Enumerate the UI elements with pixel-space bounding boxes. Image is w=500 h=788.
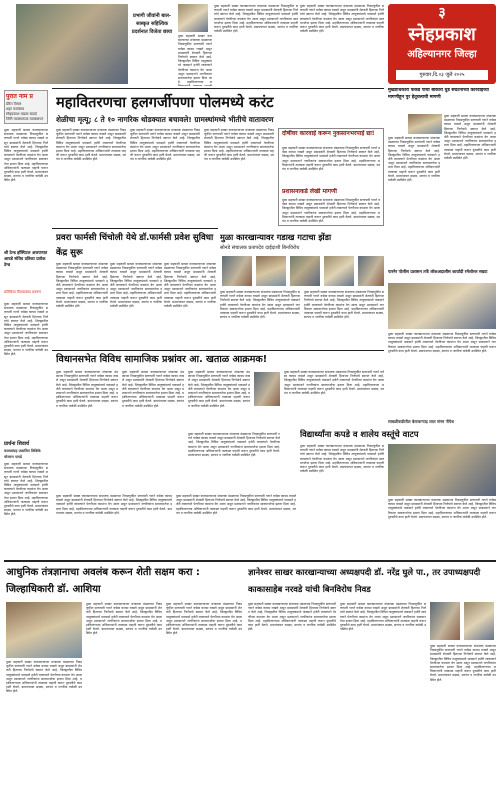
- pharmacy-headline: प्रवरा फार्मसी चिंचोली येथे डॉ.फार्मसी प्रवेश सुविधा केंद्र सुरू: [56, 233, 214, 258]
- top-photo-caption: प्रभागी जीवांनी बाल-सास्कृत सहित्यिक प्रदर्शनात विजेता छाया: [131, 13, 173, 35]
- ear-panel-headline: पुरात नाम प्र: [6, 93, 33, 100]
- pharmacy-text: मुळा सहकारी साखर कारखान्याच्या संचालक मंडळाच्या निवडणुकीत सत्ताधारी गटाने वर्चस्व कायम राखले असून ग्रामस्थांनी शेतकरी हिताच्या निर्णयांचे स्वागत केले आहे. जिल्ह्यातील विविध तालुक्यांमध्ये पावसाने हजेरी लावल्याने पेरणीच्या कामांना वेग आला असून प्रशासनाने नागरिकांना सावधानतेचा इशारा दिला आहे. महावितरणच्या अधिकाऱ्यांनी तात्काळ पाहणी करून दुरुस्तीचे काम हाती घेतले. ग्रामपंचायत सदस्य, सरपंच व नागरिक यावेळी उपस्थित होते.: [56, 262, 108, 309]
- masthead-date: गुरुवार,दि.०३ जुलै २०२५: [396, 70, 488, 80]
- ear-line-3: स्नेहप्रकाश वाढवा सदाडे: [6, 112, 37, 116]
- bottom-right-text: मुळा सहकारी साखर कारखान्याच्या संचालक मंडळाच्या निवडणुकीत सत्ताधारी गटाने वर्चस्व कायम राखले असून ग्रामस्थांनी शेतकरी हिताच्या निर्णयांचे स्वागत केले आहे. जिल्ह्यातील विविध तालुक्यांमध्ये पावसाने हजेरी लावल्याने पेरणीच्या कामांना वेग आला असून प्रशासनाने नागरिकांना सावधानतेचा इशारा दिला आहे. महावितरणच्या अधिकाऱ्यांनी तात्काळ पाहणी करून दुरुस्तीचे काम हाती घेतले. ग्रामपंचायत सदस्य, सरपंच व नागरिक यावेळी उपस्थित होते.: [430, 644, 496, 682]
- lok-adalat-photo: [388, 283, 496, 329]
- assembly-text: मुळा सहकारी साखर कारखान्याच्या संचालक मंडळाच्या निवडणुकीत सत्ताधारी गटाने वर्चस्व कायम राखले असून ग्रामस्थांनी शेतकरी हिताच्या निर्णयांचे स्वागत केले आहे. जिल्ह्यातील विविध तालुक्यांमध्ये पावसाने हजेरी लावल्याने पेरणीच्या कामांना वेग आला असून प्रशासनाने नागरिकांना सावधानतेचा इशारा दिला आहे. महावितरणच्या अधिकाऱ्यांनी तात्काळ पाहणी करून दुरुस्तीचे काम हाती घेतले. ग्रामपंचायत सदस्य, सरपंच व नागरिक यावेळी उपस्थित होते.: [284, 370, 384, 396]
- school-text: मुळा सहकारी साखर कारखान्याच्या संचालक मंडळाच्या निवडणुकीत सत्ताधारी गटाने वर्चस्व कायम राखले असून ग्रामस्थांनी शेतकरी हिताच्या निर्णयांचे स्वागत केले आहे. जिल्ह्यातील विविध तालुक्यांमध्ये पावसाने हजेरी लावल्याने पेरणीच्या कामांना वेग आला असून प्रशासनाने नागरिकांना सावधानतेचा इशारा दिला आहे. महावितरणच्या अधिकाऱ्यांनी तात्काळ पाहणी करून दुरुस्तीचे काम हाती घेतले. ग्रामपंचायत सदस्य, सरपंच व नागरिक यावेळी उपस्थित होते.: [300, 444, 384, 474]
- bottom-left-photo: [6, 602, 82, 658]
- obituary-title: श्री ठेन्ड हॉस्पिटल अजयणात आवडे संधिव प्रतिका प्रत्येक ठेन्ड: [4, 250, 48, 267]
- pharmacy-text: मुळा सहकारी साखर कारखान्याच्या संचालक मंडळाच्या निवडणुकीत सत्ताधारी गटाने वर्चस्व कायम राखले असून ग्रामस्थांनी शेतकरी हिताच्या निर्णयांचे स्वागत केले आहे. जिल्ह्यातील विविध तालुक्यांमध्ये पावसाने हजेरी लावल्याने पेरणीच्या कामांना वेग आला असून प्रशासनाने नागरिकांना सावधानतेचा इशारा दिला आहे. महावितरणच्या अधिकाऱ्यांनी तात्काळ पाहणी करून दुरुस्तीचे काम हाती घेतले. ग्रामपंचायत सदस्य, सरपंच व नागरिक यावेळी उपस्थित होते.: [164, 262, 216, 309]
- main-story-text: मुळा सहकारी साखर कारखान्याच्या संचालक मंडळाच्या निवडणुकीत सत्ताधारी गटाने वर्चस्व कायम राखले असून ग्रामस्थांनी शेतकरी हिताच्या निर्णयांचे स्वागत केले आहे. जिल्ह्यातील विविध तालुक्यांमध्ये पावसाने हजेरी लावल्याने पेरणीच्या कामांना वेग आला असून प्रशासनाने नागरिकांना सावधानतेचा इशारा दिला आहे. महावितरणच्या अधिकाऱ्यांनी तात्काळ पाहणी करून दुरुस्तीचे काम हाती घेतले. ग्रामपंचायत सदस्य, सरपंच व नागरिक यावेळी उपस्थित होते.: [56, 128, 126, 162]
- lok-adalat-text: मुळा सहकारी साखर कारखान्याच्या संचालक मंडळाच्या निवडणुकीत सत्ताधारी गटाने वर्चस्व कायम राखले असून ग्रामस्थांनी शेतकरी हिताच्या निर्णयांचे स्वागत केले आहे. जिल्ह्यातील विविध तालुक्यांमध्ये पावसाने हजेरी लावल्याने पेरणीच्या कामांना वेग आला असून प्रशासनाने नागरिकांना सावधानतेचा इशारा दिला आहे. महावितरणच्या अधिकाऱ्यांनी तात्काळ पाहणी करून दुरुस्तीचे काम हाती घेतले. ग्रामपंचायत सदस्य, सरपंच व नागरिक यावेळी उपस्थित होते.: [388, 332, 496, 353]
- ear-line-1: प्रेरित विचार: [6, 102, 22, 106]
- mula-portrait: [222, 256, 252, 286]
- mula-text: मुळा सहकारी साखर कारखान्याच्या संचालक मंडळाच्या निवडणुकीत सत्ताधारी गटाने वर्चस्व कायम राखले असून ग्रामस्थांनी शेतकरी हिताच्या निर्णयांचे स्वागत केले आहे. जिल्ह्यातील विविध तालुक्यांमध्ये पावसाने हजेरी लावल्याने पेरणीच्या कामांना वेग आला असून प्रशासनाने नागरिकांना सावधानतेचा इशारा दिला आहे. महावितरणच्या अधिकाऱ्यांनी तात्काळ पाहणी करून दुरुस्तीचे काम हाती घेतले. ग्रामपंचायत सदस्य, सरपंच व नागरिक यावेळी उपस्थित होते.: [220, 290, 300, 320]
- misc-text: मुळा सहकारी साखर कारखान्याच्या संचालक मंडळाच्या निवडणुकीत सत्ताधारी गटाने वर्चस्व कायम राखले असून ग्रामस्थांनी शेतकरी हिताच्या निर्णयांचे स्वागत केले आहे. जिल्ह्यातील विविध तालुक्यांमध्ये पावसाने हजेरी लावल्याने पेरणीच्या कामांना वेग आला असून प्रशासनाने नागरिकांना सावधानतेचा इशारा दिला आहे. महावितरणच्या अधिकाऱ्यांनी तात्काळ पाहणी करून दुरुस्तीचे काम हाती घेतले. ग्रामपंचायत सदस्य, सरपंच व नागरिक यावेळी उपस्थित होते.: [176, 494, 296, 515]
- left-col-text: मुळा सहकारी साखर कारखान्याच्या संचालक मंडळाच्या निवडणुकीत सत्ताधारी गटाने वर्चस्व कायम राखले असून ग्रामस्थांनी शेतकरी हिताच्या निर्णयांचे स्वागत केले आहे. जिल्ह्यातील विविध तालुक्यांमध्ये पावसाने हजेरी लावल्याने पेरणीच्या कामांना वेग आला असून प्रशासनाने नागरिकांना सावधानतेचा इशारा दिला आहे. महावितरणच्या अधिकाऱ्यांनी तात्काळ पाहणी करून दुरुस्तीचे काम हाती घेतले. ग्रामपंचायत सदस्य, सरपंच व नागरिक यावेळी उपस्थित होते.: [4, 302, 48, 357]
- bottom-right-text: मुळा सहकारी साखर कारखान्याच्या संचालक मंडळाच्या निवडणुकीत सत्ताधारी गटाने वर्चस्व कायम राखले असून ग्रामस्थांनी शेतकरी हिताच्या निर्णयांचे स्वागत केले आहे. जिल्ह्यातील विविध तालुक्यांमध्ये पावसाने हजेरी लावल्याने पेरणीच्या कामांना वेग आला असून प्रशासनाने नागरिकांना सावधानतेचा इशारा दिला आहे. महावितरणच्या अधिकाऱ्यांनी तात्काळ पाहणी करून दुरुस्तीचे काम हाती घेतले. ग्रामपंचायत सदस्य, सरपंच व नागरिक यावेळी उपस्थित होते.: [248, 602, 336, 632]
- masthead-edition: अहिल्यानगर जिल्हा: [407, 49, 477, 60]
- school-text: मुळा सहकारी साखर कारखान्याच्या संचालक मंडळाच्या निवडणुकीत सत्ताधारी गटाने वर्चस्व कायम राखले असून ग्रामस्थांनी शेतकरी हिताच्या निर्णयांचे स्वागत केले आहे. जिल्ह्यातील विविध तालुक्यांमध्ये पावसाने हजेरी लावल्याने पेरणीच्या कामांना वेग आला असून प्रशासनाने नागरिकांना सावधानतेचा इशारा दिला आहे. महावितरणच्या अधिकाऱ्यांनी तात्काळ पाहणी करून दुरुस्तीचे काम हाती घेतले. ग्रामपंचायत सदस्य, सरपंच व नागरिक यावेळी उपस्थित होते.: [388, 498, 496, 519]
- divider: [52, 350, 384, 351]
- assembly-headline: विधानसभेत विविध सामाजिक प्रश्नांवर आ. खताळ आक्रमक!: [56, 354, 268, 365]
- left-col-text: मुळा सहकारी साखर कारखान्याच्या संचालक मंडळाच्या निवडणुकीत सत्ताधारी गटाने वर्चस्व कायम राखले असून ग्रामस्थांनी शेतकरी हिताच्या निर्णयांचे स्वागत केले आहे. जिल्ह्यातील विविध तालुक्यांमध्ये पावसाने हजेरी लावल्याने पेरणीच्या कामांना वेग आला असून प्रशासनाने नागरिकांना सावधानतेचा इशारा दिला आहे. महावितरणच्या अधिकाऱ्यांनी तात्काळ पाहणी करून दुरुस्तीचे काम हाती घेतले. ग्रामपंचायत सदस्य, सरपंच व नागरिक यावेळी उपस्थित होते.: [4, 128, 48, 183]
- pharmacy-text: मुळा सहकारी साखर कारखान्याच्या संचालक मंडळाच्या निवडणुकीत सत्ताधारी गटाने वर्चस्व कायम राखले असून ग्रामस्थांनी शेतकरी हिताच्या निर्णयांचे स्वागत केले आहे. जिल्ह्यातील विविध तालुक्यांमध्ये पावसाने हजेरी लावल्याने पेरणीच्या कामांना वेग आला असून प्रशासनाने नागरिकांना सावधानतेचा इशारा दिला आहे. महावितरणच्या अधिकाऱ्यांनी तात्काळ पाहणी करून दुरुस्तीचे काम हाती घेतले. ग्रामपंचायत सदस्य, सरपंच व नागरिक यावेळी उपस्थित होते.: [110, 262, 162, 309]
- top-photo: [16, 4, 128, 84]
- bottom-left-text: मुळा सहकारी साखर कारखान्याच्या संचालक मंडळाच्या निवडणुकीत सत्ताधारी गटाने वर्चस्व कायम राखले असून ग्रामस्थांनी शेतकरी हिताच्या निर्णयांचे स्वागत केले आहे. जिल्ह्यातील विविध तालुक्यांमध्ये पावसाने हजेरी लावल्याने पेरणीच्या कामांना वेग आला असून प्रशासनाने नागरिकांना सावधानतेचा इशारा दिला आहे. महावितरणच्या अधिकाऱ्यांनी तात्काळ पाहणी करून दुरुस्तीचे काम हाती घेतले. ग्रामपंचायत सदस्य, सरपंच व नागरिक यावेळी उपस्थित होते.: [86, 602, 162, 636]
- right-col-text: मुळा सहकारी साखर कारखान्याच्या संचालक मंडळाच्या निवडणुकीत सत्ताधारी गटाने वर्चस्व कायम राखले असून ग्रामस्थांनी शेतकरी हिताच्या निर्णयांचे स्वागत केले आहे. जिल्ह्यातील विविध तालुक्यांमध्ये पावसाने हजेरी लावल्याने पेरणीच्या कामांना वेग आला असून प्रशासनाने नागरिकांना सावधानतेचा इशारा दिला आहे. महावितरणच्या अधिकाऱ्यांनी तात्काळ पाहणी करून दुरुस्तीचे काम हाती घेतले. ग्रामपंचायत सदस्य, सरपंच व नागरिक यावेळी उपस्थित होते.: [388, 136, 440, 183]
- school-kicker: साबळीवाडीतील बेल्टकन्याद्र लाल संगम नीयेश: [388, 419, 455, 424]
- notice-title: प्रार्थना शिवार्थ: [4, 441, 30, 447]
- top-photo-2: [178, 4, 208, 32]
- right-lead-headline: मुख्याधिकारी फकडे पांचा बीकारी धुर्ड संघटनांच्या कारवाईच्या मागणीहून पुर हेतूचलाची मागणी: [388, 88, 489, 100]
- page-number: ३: [438, 5, 446, 21]
- mula-portrait: [358, 256, 384, 286]
- main-deck: शेळीचा मृत्यू; ८ ते १० नागरिक थोडक्यात बचावले! ग्रामस्थांमध्ये भीतीचे वातावरण: [56, 115, 274, 124]
- misc-text: मुळा सहकारी साखर कारखान्याच्या संचालक मंडळाच्या निवडणुकीत सत्ताधारी गटाने वर्चस्व कायम राखले असून ग्रामस्थांनी शेतकरी हिताच्या निर्णयांचे स्वागत केले आहे. जिल्ह्यातील विविध तालुक्यांमध्ये पावसाने हजेरी लावल्याने पेरणीच्या कामांना वेग आला असून प्रशासनाने नागरिकांना सावधानतेचा इशारा दिला आहे. महावितरणच्या अधिकाऱ्यांनी तात्काळ पाहणी करून दुरुस्तीचे काम हाती घेतले. ग्रामपंचायत सदस्य, सरपंच व नागरिक यावेळी उपस्थित होते.: [56, 494, 172, 515]
- top-article-text: मुळा सहकारी साखर कारखान्याच्या संचालक मंडळाच्या निवडणुकीत सत्ताधारी गटाने वर्चस्व कायम राखले असून ग्रामस्थांनी शेतकरी हिताच्या निर्णयांचे स्वागत केले आहे. जिल्ह्यातील विविध तालुक्यांमध्ये पावसाने हजेरी लावल्याने पेरणीच्या कामांना वेग आला असून प्रशासनाने नागरिकांना सावधानतेचा इशारा दिला आहे. महावितरणच्या अधिकाऱ्यांनी तात्काळ पाहणी करून दुरुस्तीचे काम हाती घेतले. ग्रामपंचायत सदस्य, सरपंच व नागरिक यावेळी उपस्थित होते.: [300, 4, 384, 34]
- mula-headline: मुळा कारखान्यावर गडाख गटाचा झेंडा: [220, 232, 332, 242]
- main-box-text: मुळा सहकारी साखर कारखान्याच्या संचालक मंडळाच्या निवडणुकीत सत्ताधारी गटाने वर्चस्व कायम राखले असून ग्रामस्थांनी शेतकरी हिताच्या निर्णयांचे स्वागत केले आहे. जिल्ह्यातील विविध तालुक्यांमध्ये पावसाने हजेरी लावल्याने पेरणीच्या कामांना वेग आला असून प्रशासनाने नागरिकांना सावधानतेचा इशारा दिला आहे. महावितरणच्या अधिकाऱ्यांनी तात्काळ पाहणी करून दुरुस्तीचे काम हाती घेतले. ग्रामपंचायत सदस्य, सरपंच व नागरिक यावेळी उपस्थित होते.: [282, 146, 380, 172]
- top-article-text: मुळा सहकारी साखर कारखान्याच्या संचालक मंडळाच्या निवडणुकीत सत्ताधारी गटाने वर्चस्व कायम राखले असून ग्रामस्थांनी शेतकरी हिताच्या निर्णयांचे स्वागत केले आहे. जिल्ह्यातील विविध तालुक्यांमध्ये पावसाने हजेरी लावल्याने पेरणीच्या कामांना वेग आला असून प्रशासनाने नागरिकांना सावधानतेचा इशारा दिला आहे. महावितरणच्या अ: [178, 34, 212, 85]
- bottom-left-text: मुळा सहकारी साखर कारखान्याच्या संचालक मंडळाच्या निवडणुकीत सत्ताधारी गटाने वर्चस्व कायम राखले असून ग्रामस्थांनी शेतकरी हिताच्या निर्णयांचे स्वागत केले आहे. जिल्ह्यातील विविध तालुक्यांमध्ये पावसाने हजेरी लावल्याने पेरणीच्या कामांना वेग आला असून प्रशासनाने नागरिकांना सावधानतेचा इशारा दिला आहे. महावितरणच्या अधिकाऱ्यांनी तात्काळ पाहणी करून दुरुस्तीचे काम हाती घेतले. ग्रामपंचायत सदस्य, सरपंच व नागरिक यावेळी उपस्थित होते.: [6, 660, 82, 694]
- bottom-right-portrait: [430, 602, 460, 640]
- main-headline: महावितरणचा हलगर्जीपणा पोलमध्ये करंट: [56, 94, 274, 111]
- assembly-text: मुळा सहकारी साखर कारखान्याच्या संचालक मंडळाच्या निवडणुकीत सत्ताधारी गटाने वर्चस्व कायम राखले असून ग्रामस्थांनी शेतकरी हिताच्या निर्णयांचे स्वागत केले आहे. जिल्ह्यातील विविध तालुक्यांमध्ये पावसाने हजेरी लावल्याने पेरणीच्या कामांना वेग आला असून प्रशासनाने नागरिकांना सावधानतेचा इशारा दिला आहे. महावितरणच्या अधिकाऱ्यांनी तात्काळ पाहणी करून दुरुस्तीचे काम हाती घेतले. ग्रामपंचायत सदस्य, सरपंच व नागरिक यावेळी उपस्थित होते.: [188, 370, 250, 408]
- assembly-text: मुळा सहकारी साखर कारखान्याच्या संचालक मंडळाच्या निवडणुकीत सत्ताधारी गटाने वर्चस्व कायम राखले असून ग्रामस्थांनी शेतकरी हिताच्या निर्णयांचे स्वागत केले आहे. जिल्ह्यातील विविध तालुक्यांमध्ये पावसाने हजेरी लावल्याने पेरणीच्या कामांना वेग आला असून प्रशासनाने नागरिकांना सावधानतेचा इशारा दिला आहे. महावितरणच्या अधिकाऱ्यांनी तात्काळ पाहणी करून दुरुस्तीचे काम हाती घेतले. ग्रामपंचायत सदस्य, सरपंच व नागरिक यावेळी उपस्थित होते.: [56, 370, 118, 408]
- obituary-subtitle: प्रतिक्रिया विवादास्पद प्रकरण: [4, 290, 41, 294]
- divider: [52, 228, 218, 229]
- masthead-title: स्नेहप्रकाश: [408, 24, 476, 45]
- bottom-right-headline: ज्ञानेश्वर साखर कारखान्याच्या अध्यक्षपदी डॉ. नरेंद्र घुले पा., तर उपाध्यक्षपदी काकासाहेब नरवडे यांची बिनविरोध निवड: [248, 567, 481, 594]
- bottom-left-headline: आधुनिक तंत्रज्ञानाचा अवलंब करून शेती सक्षम करा : जिल्हाधिकारी डॉ. आशिया: [6, 567, 200, 595]
- mula-deck: सोनडे संचालक प्रतापदेव दाईदाशी बिनविरोध: [220, 245, 300, 251]
- right-col-text: मुळा सहकारी साखर कारखान्याच्या संचालक मंडळाच्या निवडणुकीत सत्ताधारी गटाने वर्चस्व कायम राखले असून ग्रामस्थांनी शेतकरी हिताच्या निर्णयांचे स्वागत केले आहे. जिल्ह्यातील विविध तालुक्यांमध्ये पावसाने हजेरी लावल्याने पेरणीच्या कामांना वेग आला असून प्रशासनाने नागरिकांना सावधानतेचा इशारा दिला आहे. महावितरणच्या अधिकाऱ्यांनी तात्काळ पाहणी करून दुरुस्तीचे काम हाती घेतले. ग्रामपंचायत सदस्य, सरपंच व नागरिक यावेळी उपस्थित होते.: [444, 114, 496, 161]
- divider: [52, 88, 384, 89]
- bottom-left-text: मुळा सहकारी साखर कारखान्याच्या संचालक मंडळाच्या निवडणुकीत सत्ताधारी गटाने वर्चस्व कायम राखले असून ग्रामस्थांनी शेतकरी हिताच्या निर्णयांचे स्वागत केले आहे. जिल्ह्यातील विविध तालुक्यांमध्ये पावसाने हजेरी लावल्याने पेरणीच्या कामांना वेग आला असून प्रशासनाने नागरिकांना सावधानतेचा इशारा दिला आहे. महावितरणच्या अधिकाऱ्यांनी तात्काळ पाहणी करून दुरुस्तीचे काम हाती घेतले. ग्रामपंचायत सदस्य, सरपंच व नागरिक यावेळी उपस्थित होते.: [166, 602, 242, 636]
- mula-portrait: [256, 256, 286, 286]
- mula-portrait: [324, 256, 354, 286]
- school-headline: विद्यार्थ्यांना कपडे व शालेय वस्तूंचे वाटप: [300, 426, 496, 442]
- lok-adalat-headline: पारनेर पोलीस प्रशासन तर्फे लोकअदालीस कार्यादी रमेशोत्तर सम्राट: [388, 269, 488, 274]
- assembly-portrait: [254, 372, 280, 406]
- main-box2-title: प्रशासनाकडे लेखी मागणी: [282, 188, 337, 195]
- assembly-text: मुळा सहकारी साखर कारखान्याच्या संचालक मंडळाच्या निवडणुकीत सत्ताधारी गटाने वर्चस्व कायम राखले असून ग्रामस्थांनी शेतकरी हिताच्या निर्णयांचे स्वागत केले आहे. जिल्ह्यातील विविध तालुक्यांमध्ये पावसाने हजेरी लावल्याने पेरणीच्या कामांना वेग आला असून प्रशासनाने नागरिकांना सावधानतेचा इशारा दिला आहे. महावितरणच्या अधिकाऱ्यांनी तात्काळ पाहणी करून दुरुस्तीचे काम हाती घेतले. ग्रामपंचायत सदस्य, सरपंच व नागरिक यावेळी उपस्थित होते.: [188, 432, 280, 458]
- notice-subtitle: काव्यसंग्रह प्रकाशित शिक्षिके चोसरण पायडे: [4, 449, 41, 459]
- assembly-text: मुळा सहकारी साखर कारखान्याच्या संचालक मंडळाच्या निवडणुकीत सत्ताधारी गटाने वर्चस्व कायम राखले असून ग्रामस्थांनी शेतकरी हिताच्या निर्णयांचे स्वागत केले आहे. जिल्ह्यातील विविध तालुक्यांमध्ये पावसाने हजेरी लावल्याने पेरणीच्या कामांना वेग आला असून प्रशासनाने नागरिकांना सावधानतेचा इशारा दिला आहे. महावितरणच्या अधिकाऱ्यांनी तात्काळ पाहणी करून दुरुस्तीचे काम हाती घेतले. ग्रामपंचायत सदस्य, सरपंच व नागरिक यावेळी उपस्थित होते.: [122, 370, 184, 408]
- mula-text: मुळा सहकारी साखर कारखान्याच्या संचालक मंडळाच्या निवडणुकीत सत्ताधारी गटाने वर्चस्व कायम राखले असून ग्रामस्थांनी शेतकरी हिताच्या निर्णयांचे स्वागत केले आहे. जिल्ह्यातील विविध तालुक्यांमध्ये पावसाने हजेरी लावल्याने पेरणीच्या कामांना वेग आला असून प्रशासनाने नागरिकांना सावधानतेचा इशारा दिला आहे. महावितरणच्या अधिकाऱ्यांनी तात्काळ पाहणी करून दुरुस्तीचे काम हाती घेतले. ग्रामपंचायत सदस्य, सरपंच व नागरिक यावेळी उपस्थित होते.: [304, 290, 384, 320]
- bottom-right-text: मुळा सहकारी साखर कारखान्याच्या संचालक मंडळाच्या निवडणुकीत सत्ताधारी गटाने वर्चस्व कायम राखले असून ग्रामस्थांनी शेतकरी हिताच्या निर्णयांचे स्वागत केले आहे. जिल्ह्यातील विविध तालुक्यांमध्ये पावसाने हजेरी लावल्याने पेरणीच्या कामांना वेग आला असून प्रशासनाने नागरिकांना सावधानतेचा इशारा दिला आहे. महावितरणच्या अधिकाऱ्यांनी तात्काळ पाहणी करून दुरुस्तीचे काम हाती घेतले. ग्रामपंचायत सदस्य, सरपंच व नागरिक यावेळी उपस्थित होते.: [340, 602, 426, 632]
- ear-line-4: जिनि व्यवस्थापक व्यवस्थापन: [6, 117, 44, 121]
- main-box-title: दोषींवर कारवाई करून नुकसानभरपाई द्या!: [282, 130, 375, 137]
- school-photo: [388, 444, 496, 496]
- divider: [4, 560, 496, 562]
- main-story-text: मुळा सहकारी साखर कारखान्याच्या संचालक मंडळाच्या निवडणुकीत सत्ताधारी गटाने वर्चस्व कायम राखले असून ग्रामस्थांनी शेतकरी हिताच्या निर्णयांचे स्वागत केले आहे. जिल्ह्यातील विविध तालुक्यांमध्ये पावसाने हजेरी लावल्याने पेरणीच्या कामांना वेग आला असून प्रशासनाने नागरिकांना सावधानतेचा इशारा दिला आहे. महावितरणच्या अधिकाऱ्यांनी तात्काळ पाहणी करून दुरुस्तीचे काम हाती घेतले. ग्रामपंचायत सदस्य, सरपंच व नागरिक यावेळी उपस्थित होते.: [204, 128, 274, 162]
- ear-line-2: शहर कार्यालय: [6, 107, 25, 111]
- bottom-right-portrait: [464, 602, 494, 640]
- main-story-text: मुळा सहकारी साखर कारखान्याच्या संचालक मंडळाच्या निवडणुकीत सत्ताधारी गटाने वर्चस्व कायम राखले असून ग्रामस्थांनी शेतकरी हिताच्या निर्णयांचे स्वागत केले आहे. जिल्ह्यातील विविध तालुक्यांमध्ये पावसाने हजेरी लावल्याने पेरणीच्या कामांना वेग आला असून प्रशासनाने नागरिकांना सावधानतेचा इशारा दिला आहे. महावितरणच्या अधिकाऱ्यांनी तात्काळ पाहणी करून दुरुस्तीचे काम हाती घेतले. ग्रामपंचायत सदस्य, सरपंच व नागरिक यावेळी उपस्थित होते.: [130, 128, 200, 162]
- top-article-text: मुळा सहकारी साखर कारखान्याच्या संचालक मंडळाच्या निवडणुकीत सत्ताधारी गटाने वर्चस्व कायम राखले असून ग्रामस्थांनी शेतकरी हिताच्या निर्णयांचे स्वागत केले आहे. जिल्ह्यातील विविध तालुक्यांमध्ये पावसाने हजेरी लावल्याने पेरणीच्या कामांना वेग आला असून प्रशासनाने नागरिकांना सावधानतेचा इशारा दिला आहे. महावितरणच्या अधिकाऱ्यांनी तात्काळ पाहणी करून दुरुस्तीचे काम हाती घेतले. ग्रामपंचायत सदस्य, सरपंच व नागरिक यावेळी उपस्थित होते.: [214, 4, 298, 34]
- main-box2-text: मुळा सहकारी साखर कारखान्याच्या संचालक मंडळाच्या निवडणुकीत सत्ताधारी गटाने वर्चस्व कायम राखले असून ग्रामस्थांनी शेतकरी हिताच्या निर्णयांचे स्वागत केले आहे. जिल्ह्यातील विविध तालुक्यांमध्ये पावसाने हजेरी लावल्याने पेरणीच्या कामांना वेग आला असून प्रशासनाने नागरिकांना सावधानतेचा इशारा दिला आहे. महावितरणच्या अधिकाऱ्यांनी तात्काळ पाहणी करून दुरुस्तीचे काम हाती घेतले. ग्रामपंचायत सदस्य, सरपंच व नागरिक यावेळी उपस्थित होते.: [282, 198, 380, 224]
- left-col-text: मुळा सहकारी साखर कारखान्याच्या संचालक मंडळाच्या निवडणुकीत सत्ताधारी गटाने वर्चस्व कायम राखले असून ग्रामस्थांनी शेतकरी हिताच्या निर्णयांचे स्वागत केले आहे. जिल्ह्यातील विविध तालुक्यांमध्ये पावसाने हजेरी लावल्याने पेरणीच्या कामांना वेग आला असून प्रशासनाने नागरिकांना सावधानतेचा इशारा दिला आहे. महावितरणच्या अधिकाऱ्यांनी तात्काळ पाहणी करून दुरुस्तीचे काम हाती घेतले. ग्रामपंचायत सदस्य, सरपंच व नागरिक यावेळी उपस्थित होते.: [4, 462, 48, 517]
- mula-portrait: [290, 256, 320, 286]
- right-lead-photo: [408, 114, 442, 134]
